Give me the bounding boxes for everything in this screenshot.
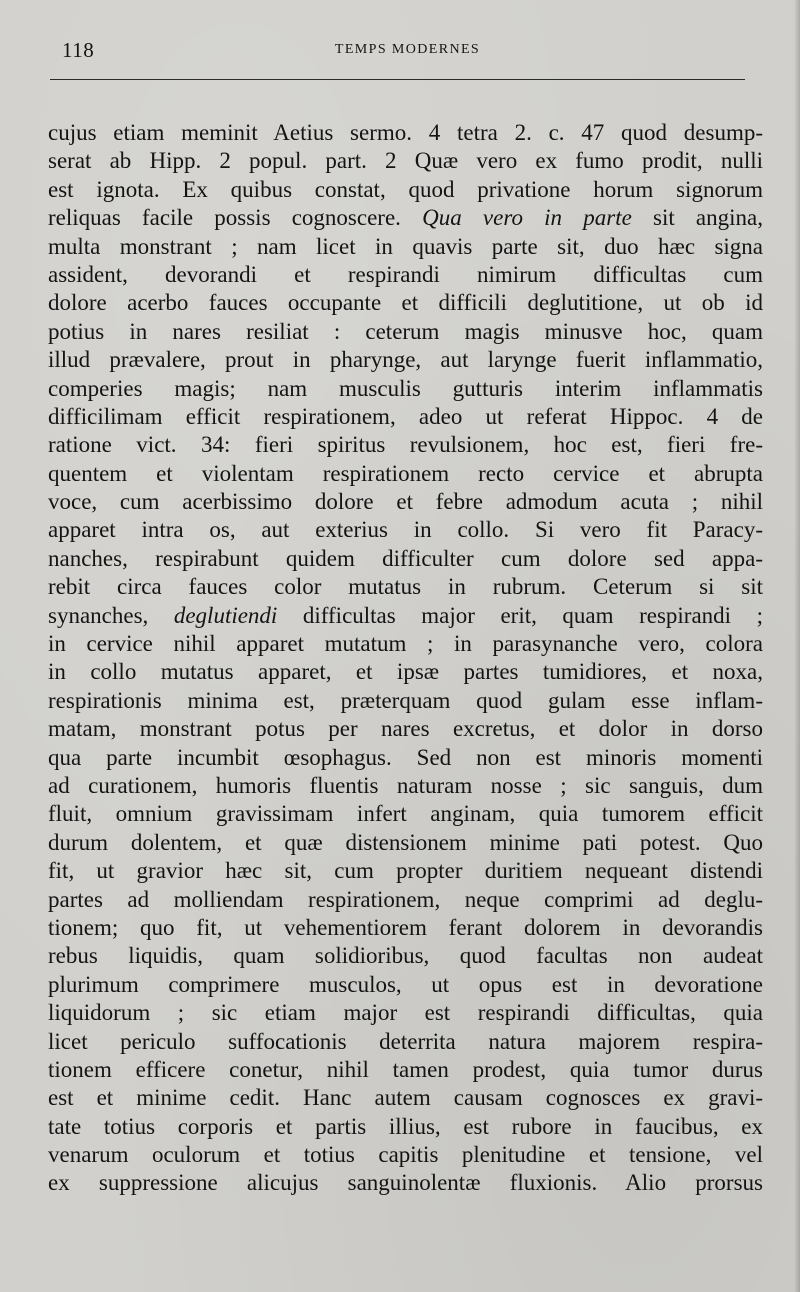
text-segment: comperies magis; nam musculis gutturis interim inflammatis bbox=[48, 375, 763, 401]
text-segment: in collo mutatus apparet, et ipsæ partes tumidiores, et noxa, bbox=[48, 659, 763, 685]
text-line bbox=[48, 431, 763, 459]
text-segment: rebus liquidis, quam solidioribus, quod facultas non audeat bbox=[48, 943, 763, 969]
text-segment: synanches, bbox=[48, 602, 174, 628]
text-segment: licet periculo suffocationis deterrita natura majorem respira- bbox=[48, 1028, 763, 1054]
text-segment: difficilimam efficit respirationem, adeo ut referat Hippoc. 4 de bbox=[48, 403, 763, 429]
text-segment: voce, cum acerbissimo dolore et febre admodum acuta ; nihil bbox=[48, 489, 763, 515]
text-line bbox=[48, 658, 763, 686]
text-segment: reliquas facile possis cognoscere. bbox=[48, 205, 423, 231]
text-segment: est ignota. Ex quibus constat, quod privatione horum signorum bbox=[48, 176, 763, 202]
text-line bbox=[48, 318, 763, 346]
text-line bbox=[48, 346, 763, 374]
text-line bbox=[48, 460, 763, 488]
running-title: TEMPS MODERNES bbox=[334, 42, 481, 57]
text-line bbox=[48, 403, 763, 431]
text-line bbox=[48, 857, 763, 885]
text-line bbox=[48, 886, 763, 914]
text-segment: in cervice nihil apparet mutatum ; in parasynanche vero, colora bbox=[48, 631, 763, 657]
text-segment: ad curationem, humoris fluentis naturam nosse ; sic sanguis, dum bbox=[48, 772, 763, 798]
text-line bbox=[48, 119, 763, 147]
text-segment: matam, monstrant potus per nares excretus, et dolor in dorso bbox=[48, 716, 763, 742]
text-line bbox=[48, 1141, 763, 1169]
text-line bbox=[48, 289, 763, 317]
header-rule bbox=[50, 79, 745, 80]
text-segment: sit angina, bbox=[631, 205, 763, 231]
text-segment: difficultas major erit, quam respirandi ; bbox=[277, 602, 763, 628]
text-line bbox=[48, 914, 763, 942]
text-segment: est et minime cedit. Hanc autem causam cognosces ex gravi- bbox=[48, 1085, 763, 1111]
text-line bbox=[48, 233, 763, 261]
text-line bbox=[48, 1028, 763, 1056]
text-line bbox=[48, 942, 763, 970]
text-line bbox=[48, 1084, 763, 1112]
text-segment: liquidorum ; sic etiam major est respirandi difficultas, quia bbox=[48, 1000, 763, 1026]
text-segment: rebit circa fauces color mutatus in rubrum. Ceterum si sit bbox=[48, 574, 763, 600]
text-segment: tionem; quo fit, ut vehementiorem ferant dolorem in devorandis bbox=[48, 914, 763, 940]
text-line bbox=[48, 261, 763, 289]
text-line bbox=[48, 687, 763, 715]
text-segment: illud prævalere, prout in pharynge, aut larynge fuerit inflammatio, bbox=[48, 347, 763, 373]
text-segment: ratione vict. 34: fieri spiritus revulsionem, hoc est, fieri fre- bbox=[48, 432, 763, 458]
text-line bbox=[48, 204, 763, 232]
text-line bbox=[48, 375, 763, 403]
text-segment: cujus etiam meminit Aetius sermo. 4 tetra 2. c. 47 quod desump- bbox=[48, 120, 763, 145]
text-line bbox=[48, 971, 763, 999]
text-line bbox=[48, 602, 763, 630]
text-segment: assident, devorandi et respirandi nimirum difficultas cum bbox=[48, 261, 763, 287]
page-number: 118 bbox=[62, 38, 95, 62]
text-segment: plurimum comprimere musculos, ut opus est in devoratione bbox=[48, 971, 763, 997]
body-text bbox=[48, 119, 763, 1198]
text-line bbox=[48, 800, 763, 828]
text-segment: respirationis minima est, præterquam quod gulam esse inflam- bbox=[48, 687, 763, 713]
text-segment: apparet intra os, aut exterius in collo. Si vero fit Paracy- bbox=[48, 517, 763, 543]
text-line bbox=[48, 516, 763, 544]
text-line bbox=[48, 829, 763, 857]
text-line bbox=[48, 545, 763, 573]
text-segment: potius in nares resiliat : ceterum magis minusve hoc, quam bbox=[48, 318, 763, 344]
text-line bbox=[48, 1169, 763, 1197]
text-segment: partes ad molliendam respirationem, neque comprimi ad deglu- bbox=[48, 886, 763, 912]
page-header bbox=[60, 38, 745, 62]
text-segment: fluit, omnium gravissimam infert anginam, quia tumorem efficit bbox=[48, 801, 763, 827]
text-segment: tate totius corporis et partis illius, est rubore in faucibus, ex bbox=[48, 1113, 763, 1139]
text-segment: quentem et violentam respirationem recto cervice et abrupta bbox=[48, 460, 763, 486]
text-segment: dolore acerbo fauces occupante et difficili deglutitione, ut ob id bbox=[48, 290, 763, 316]
text-line bbox=[48, 176, 763, 204]
text-segment: multa monstrant ; nam licet in quavis parte sit, duo hæc signa bbox=[48, 233, 763, 259]
text-segment: nanches, respirabunt quidem difficulter cum dolore sed appa- bbox=[48, 545, 763, 571]
text-line bbox=[48, 1113, 763, 1141]
text-segment: venarum oculorum et totius capitis plenitudine et tensione, vel bbox=[48, 1142, 763, 1168]
text-segment: durum dolentem, et quæ distensionem minime pati potest. Quo bbox=[48, 829, 763, 855]
text-line bbox=[48, 573, 763, 601]
text-line bbox=[48, 488, 763, 516]
text-line bbox=[48, 147, 763, 175]
text-line bbox=[48, 630, 763, 658]
text-segment: deglutiendi bbox=[173, 602, 278, 628]
text-line bbox=[48, 744, 763, 772]
text-segment: Qua vero in parte bbox=[422, 205, 632, 231]
text-line bbox=[48, 1056, 763, 1084]
text-line bbox=[48, 999, 763, 1027]
text-segment: ex suppressione alicujus sanguinolentæ fluxionis. Alio prorsus bbox=[48, 1170, 763, 1196]
text-segment: qua parte incumbit œsophagus. Sed non est minoris momenti bbox=[48, 744, 763, 770]
text-line bbox=[48, 715, 763, 743]
text-line bbox=[48, 772, 763, 800]
text-segment: fit, ut gravior hæc sit, cum propter duritiem nequeant distendi bbox=[48, 858, 763, 884]
text-segment: serat ab Hipp. 2 popul. part. 2 Quæ vero ex fumo prodit, nulli bbox=[48, 148, 763, 174]
text-segment: tionem efficere conetur, nihil tamen prodest, quia tumor durus bbox=[48, 1056, 763, 1082]
